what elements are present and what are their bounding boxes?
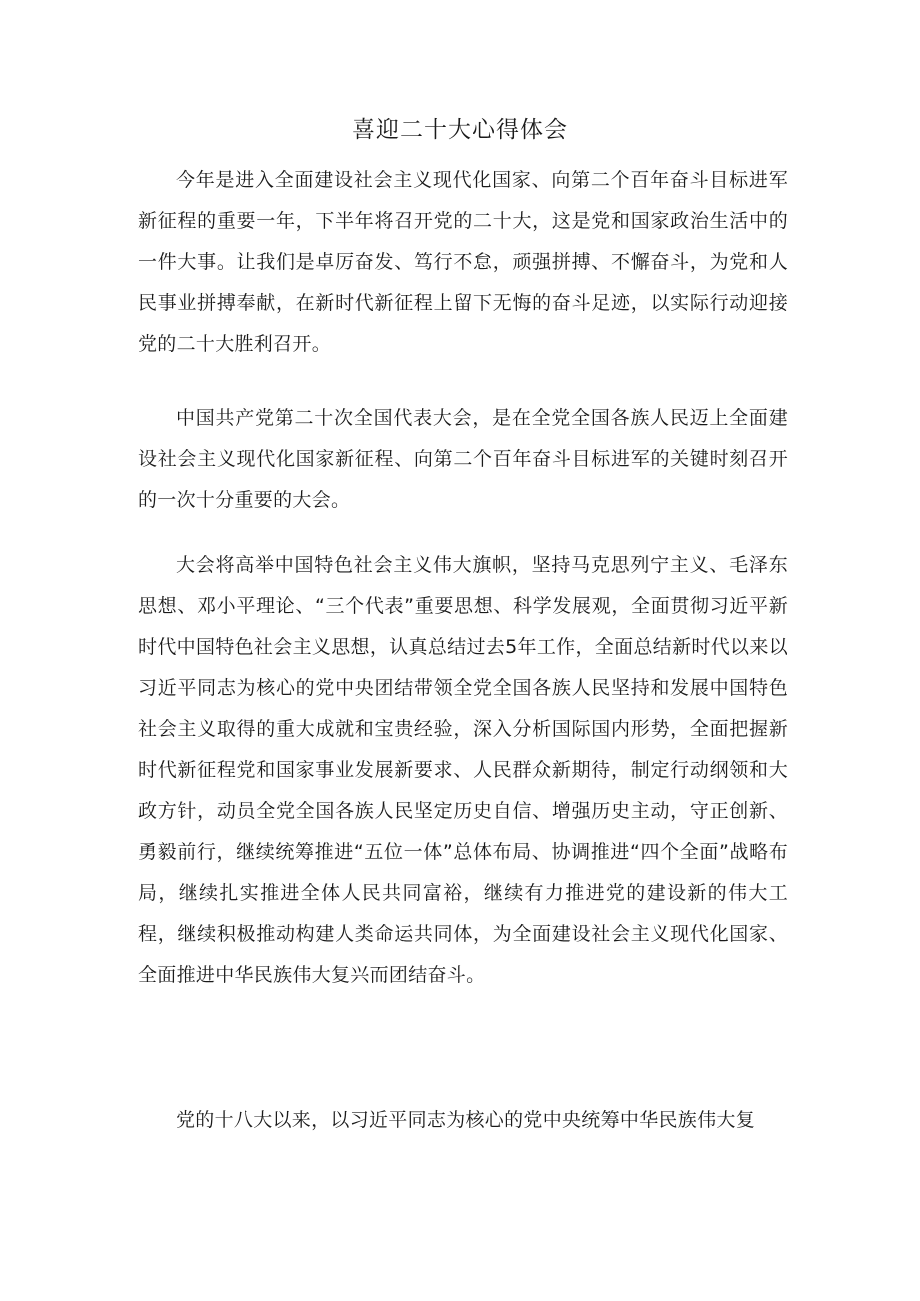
paragraph: 中国共产党第二十次全国代表大会，是在全党全国各族人民迈上全面建设社会主义现代化国家新征程、向第二个百年奋斗目标进军的关键时刻召开的一次十分重要的大会。 bbox=[138, 407, 788, 511]
document-title: 喜迎二十大心得体会 bbox=[352, 117, 568, 143]
paragraph: 党的十八大以来，以习近平同志为核心的党中央统筹中华民族伟大复 bbox=[176, 1109, 756, 1131]
paragraph: 大会将高举中国特色社会主义伟大旗帜，坚持马克思列宁主义、毛泽东思想、邓小平理论、“三个代表”重要思想、科学发展观，全面贯彻习近平新时代中国特色社会主义思想，认真总结过去5年工作，全面总结新时代以来以习近平同志为核心的党中央团结带领全党全国各族人民坚持和发展中国特色社会主义取得的重大成就和宝贵经验，深入分析国际国内形势，全面把握新时代新征程党和国家事业发展新要求、人民群众新期待，制定行动纲领和大政方针，动员全党全国各族人民坚定历史自信、增强历史主动，守正创新、勇毅前行，继续统筹推进“五位一体”总体布局、协调推进“四个全面”战略布局，继续扎实推进全体人民共同富裕，继续有力推进党的建设新的伟大工程，继续积极推动构建人类命运共同体，为全面建设社会主义现代化国家、全面推进中华民族伟大复兴而团结奋斗。 bbox=[138, 554, 788, 986]
paragraph: 今年是进入全面建设社会主义现代化国家、向第二个百年奋斗目标进军新征程的重要一年，下半年将召开党的二十大，这是党和国家政治生活中的一件大事。让我们是卓厉奋发、笃行不怠，顽强拼搏、不懈奋斗，为党和人民事业拼搏奉献，在新时代新征程上留下无悔的奋斗足迹，以实际行动迎接党的二十大胜利召开。 bbox=[138, 169, 788, 355]
